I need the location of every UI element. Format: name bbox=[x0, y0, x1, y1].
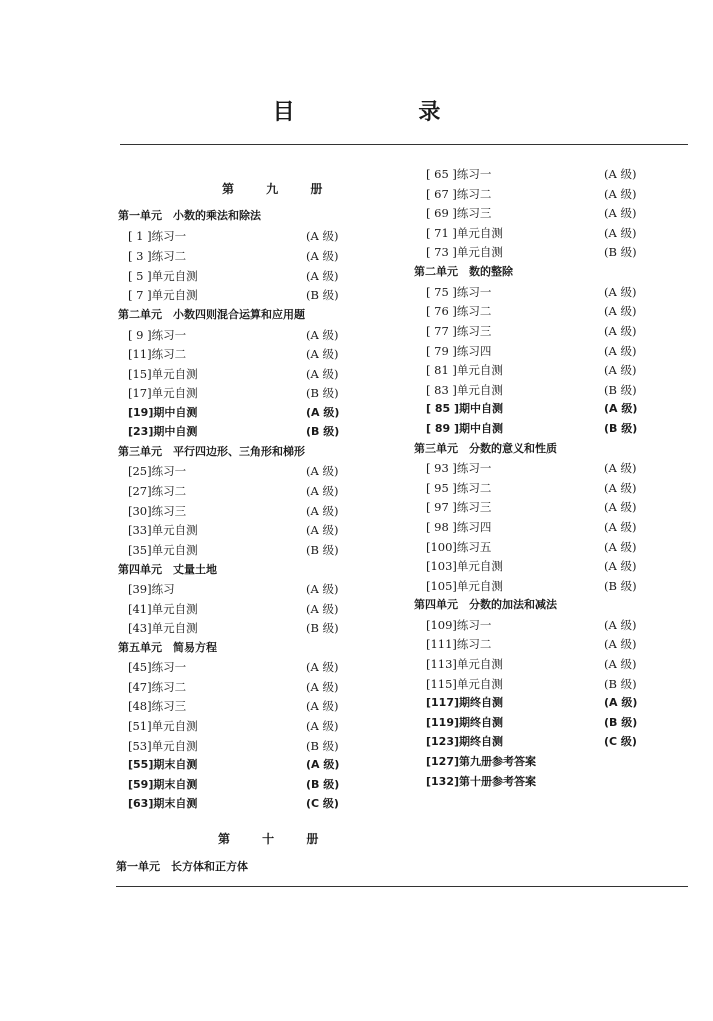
toc-entry[interactable]: [17]单元自测 (B 级) bbox=[128, 386, 339, 400]
toc-entry[interactable]: [39]练习 (A 级) bbox=[128, 582, 339, 596]
toc-entry[interactable]: [ 5 ]单元自测 (A 级) bbox=[128, 269, 339, 283]
unit-heading: 第一单元 长方体和正方体 bbox=[116, 860, 248, 873]
toc-entry[interactable]: [ 7 ]单元自测 (B 级) bbox=[128, 288, 339, 302]
toc-entry[interactable]: [119]期终自测 (B 级) bbox=[426, 716, 638, 729]
toc-entry[interactable]: [51]单元自测 (A 级) bbox=[128, 719, 339, 733]
bottom-rule bbox=[116, 886, 688, 887]
toc-entry[interactable]: [115]单元自测 (B 级) bbox=[426, 677, 637, 691]
toc-entry[interactable]: [ 69 ]练习三 (A 级) bbox=[426, 206, 637, 220]
toc-entry[interactable]: [63]期末自测 (C 级) bbox=[128, 797, 339, 810]
toc-entry[interactable]: [127]第九册参考答案 bbox=[426, 755, 537, 768]
toc-entry[interactable]: [55]期末自测 (A 级) bbox=[128, 758, 340, 771]
toc-entry[interactable]: [113]单元自测 (A 级) bbox=[426, 657, 637, 671]
toc-entry[interactable]: [ 81 ]单元自测 (A 级) bbox=[426, 363, 637, 377]
toc-entry[interactable]: [59]期末自测 (B 级) bbox=[128, 778, 340, 791]
toc-entry[interactable]: [ 83 ]单元自测 (B 级) bbox=[426, 383, 637, 397]
toc-entry[interactable]: [ 79 ]练习四 (A 级) bbox=[426, 344, 637, 358]
toc-entry[interactable]: [103]单元自测 (A 级) bbox=[426, 559, 637, 573]
toc-entry[interactable]: [111]练习二 (A 级) bbox=[426, 637, 637, 651]
toc-entry[interactable]: [35]单元自测 (B 级) bbox=[128, 543, 339, 557]
toc-entry[interactable]: [48]练习三 (A 级) bbox=[128, 699, 339, 713]
toc-entry[interactable]: [105]单元自测 (B 级) bbox=[426, 579, 637, 593]
toc-entry[interactable]: [ 71 ]单元自测 (A 级) bbox=[426, 226, 637, 240]
unit-heading: 第四单元 丈量土地 bbox=[118, 563, 217, 576]
toc-entry[interactable]: [ 75 ]练习一 (A 级) bbox=[426, 285, 637, 299]
top-rule bbox=[120, 144, 688, 145]
toc-entry[interactable]: [25]练习一 (A 级) bbox=[128, 464, 339, 478]
unit-heading: 第三单元 平行四边形、三角形和梯形 bbox=[118, 445, 305, 458]
toc-entry[interactable]: [23]期中自测 (B 级) bbox=[128, 425, 340, 438]
toc-entry[interactable]: [109]练习一 (A 级) bbox=[426, 618, 637, 632]
page-title: 目 录 bbox=[272, 100, 499, 125]
toc-entry[interactable]: [15]单元自测 (A 级) bbox=[128, 367, 339, 381]
unit-heading: 第二单元 数的整除 bbox=[414, 265, 513, 278]
toc-entry[interactable]: [ 98 ]练习四 (A 级) bbox=[426, 520, 637, 534]
toc-entry[interactable]: [30]练习三 (A 级) bbox=[128, 504, 339, 518]
toc-entry[interactable]: [ 1 ]练习一 (A 级) bbox=[128, 229, 339, 243]
toc-entry[interactable]: [ 77 ]练习三 (A 级) bbox=[426, 324, 637, 338]
unit-heading: 第二单元 小数四则混合运算和应用题 bbox=[118, 308, 305, 321]
unit-heading: 第三单元 分数的意义和性质 bbox=[414, 442, 557, 455]
toc-entry[interactable]: [ 97 ]练习三 (A 级) bbox=[426, 500, 637, 514]
toc-entry[interactable]: [123]期终自测 (C 级) bbox=[426, 735, 637, 748]
unit-heading: 第四单元 分数的加法和减法 bbox=[414, 598, 557, 611]
toc-entry[interactable]: [132]第十册参考答案 bbox=[426, 775, 537, 788]
toc-entry[interactable]: [ 3 ]练习二 (A 级) bbox=[128, 249, 339, 263]
toc-entry[interactable]: [ 93 ]练习一 (A 级) bbox=[426, 461, 637, 475]
unit-heading: 第一单元 小数的乘法和除法 bbox=[118, 209, 261, 222]
toc-entry[interactable]: [41]单元自测 (A 级) bbox=[128, 602, 339, 616]
toc-entry[interactable]: [47]练习二 (A 级) bbox=[128, 680, 339, 694]
toc-entry[interactable]: [11]练习二 (A 级) bbox=[128, 347, 339, 361]
toc-entry[interactable]: [ 89 ]期中自测 (B 级) bbox=[426, 422, 638, 435]
volume-10-heading: 第 十 册 bbox=[218, 832, 333, 846]
toc-entry[interactable]: [100]练习五 (A 级) bbox=[426, 540, 637, 554]
toc-entry[interactable]: [ 9 ]练习一 (A 级) bbox=[128, 328, 339, 342]
toc-entry[interactable]: [43]单元自测 (B 级) bbox=[128, 621, 339, 635]
toc-entry[interactable]: [117]期终自测 (A 级) bbox=[426, 696, 638, 709]
toc-entry[interactable]: [ 67 ]练习二 (A 级) bbox=[426, 187, 637, 201]
toc-entry[interactable]: [ 95 ]练习二 (A 级) bbox=[426, 481, 637, 495]
toc-entry[interactable]: [45]练习一 (A 级) bbox=[128, 660, 339, 674]
toc-entry[interactable]: [ 65 ]练习一 (A 级) bbox=[426, 167, 637, 181]
toc-entry[interactable]: [33]单元自测 (A 级) bbox=[128, 523, 339, 537]
volume-9-heading: 第 九 册 bbox=[222, 182, 337, 196]
toc-entry[interactable]: [27]练习二 (A 级) bbox=[128, 484, 339, 498]
toc-entry[interactable]: [ 76 ]练习二 (A 级) bbox=[426, 304, 637, 318]
toc-entry[interactable]: [19]期中自测 (A 级) bbox=[128, 406, 340, 419]
toc-entry[interactable]: [53]单元自测 (B 级) bbox=[128, 739, 339, 753]
unit-heading: 第五单元 简易方程 bbox=[118, 641, 217, 654]
toc-entry[interactable]: [ 85 ]期中自测 (A 级) bbox=[426, 402, 638, 415]
toc-entry[interactable]: [ 73 ]单元自测 (B 级) bbox=[426, 245, 637, 259]
